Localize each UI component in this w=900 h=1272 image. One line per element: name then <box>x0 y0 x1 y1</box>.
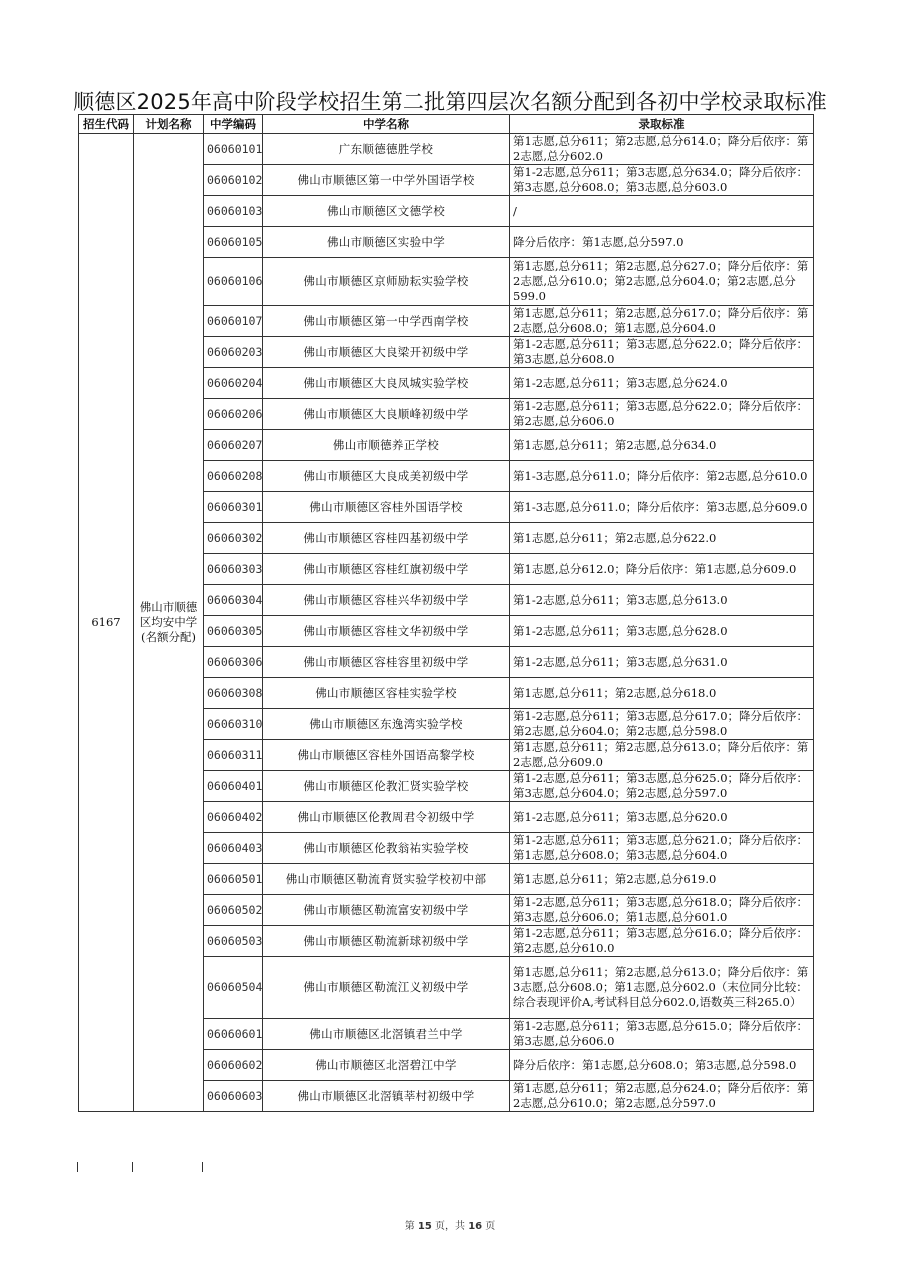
admission-standard-cell: 第1-2志愿,总分611；第3志愿,总分624.0 <box>510 368 814 399</box>
admission-standard-cell: 降分后依序：第1志愿,总分597.0 <box>510 227 814 258</box>
school-name-cell: 佛山市顺德区勒流育贤实验学校初中部 <box>263 864 510 895</box>
admission-standard-cell: 第1志愿,总分611；第2志愿,总分634.0 <box>510 430 814 461</box>
plan-code-cell: 6167 <box>79 134 134 1112</box>
school-name-cell: 佛山市顺德区容桂实验学校 <box>263 678 510 709</box>
admission-standard-cell: 第1-2志愿,总分611；第3志愿,总分631.0 <box>510 647 814 678</box>
school-name-cell: 广东顺德德胜学校 <box>263 134 510 165</box>
school-code-cell: 06060306 <box>204 647 263 678</box>
school-name-cell: 佛山市顺德区实验中学 <box>263 227 510 258</box>
admission-standard-cell: 第1志愿,总分611；第2志愿,总分617.0；降分后依序：第2志愿,总分608.0；第1志愿,总分604.0 <box>510 306 814 337</box>
admission-standard-cell: 第1-2志愿,总分611；第3志愿,总分615.0；降分后依序：第3志愿,总分606.0 <box>510 1019 814 1050</box>
school-name-cell: 佛山市顺德区第一中学外国语学校 <box>263 165 510 196</box>
school-name-cell: 佛山市顺德区大良凤城实验学校 <box>263 368 510 399</box>
school-code-cell: 06060401 <box>204 771 263 802</box>
admission-standard-cell: 第1志愿,总分611；第2志愿,总分624.0；降分后依序：第2志愿,总分610.0；第2志愿,总分597.0 <box>510 1081 814 1112</box>
admission-standard-cell: 降分后依序：第1志愿,总分608.0；第3志愿,总分598.0 <box>510 1050 814 1081</box>
current-page-number: 15 <box>417 1221 432 1232</box>
school-code-cell: 06060102 <box>204 165 263 196</box>
school-name-cell: 佛山市顺德区大良顺峰初级中学 <box>263 399 510 430</box>
school-name-cell: 佛山市顺德区勒流新球初级中学 <box>263 926 510 957</box>
school-name-cell: 佛山市顺德区容桂外国语学校 <box>263 492 510 523</box>
school-code-cell: 06060402 <box>204 802 263 833</box>
admission-standard-cell: 第1志愿,总分611；第2志愿,总分627.0；降分后依序：第2志愿,总分610.0；第2志愿,总分604.0；第2志愿,总分599.0 <box>510 258 814 306</box>
table-row <box>79 134 814 165</box>
school-code-cell: 06060203 <box>204 337 263 368</box>
school-code-cell: 06060207 <box>204 430 263 461</box>
admission-standard-cell: 第1-2志愿,总分611；第3志愿,总分622.0；降分后依序：第2志愿,总分606.0 <box>510 399 814 430</box>
admission-standard-cell: 第1志愿,总分611；第2志愿,总分613.0；降分后依序：第2志愿,总分609.0 <box>510 740 814 771</box>
school-code-cell: 06060503 <box>204 926 263 957</box>
header-admission-standard: 录取标准 <box>510 115 814 134</box>
admission-standard-cell: 第1-2志愿,总分611；第3志愿,总分625.0；降分后依序：第3志愿,总分604.0；第2志愿,总分597.0 <box>510 771 814 802</box>
admission-standard-cell: 第1志愿,总分612.0；降分后依序：第1志愿,总分609.0 <box>510 554 814 585</box>
admission-standard-cell: 第1-2志愿,总分611；第3志愿,总分621.0；降分后依序：第1志愿,总分608.0；第3志愿,总分604.0 <box>510 833 814 864</box>
admission-standard-cell: 第1-2志愿,总分611；第3志愿,总分622.0；降分后依序：第3志愿,总分608.0 <box>510 337 814 368</box>
admission-standard-cell: 第1志愿,总分611；第2志愿,总分619.0 <box>510 864 814 895</box>
admission-standard-cell: 第1-2志愿,总分611；第3志愿,总分617.0；降分后依序：第2志愿,总分604.0；第2志愿,总分598.0 <box>510 709 814 740</box>
school-name-cell: 佛山市顺德区容桂兴华初级中学 <box>263 585 510 616</box>
admission-standard-cell: 第1志愿,总分611；第2志愿,总分614.0；降分后依序：第2志愿,总分602.0 <box>510 134 814 165</box>
school-name-cell: 佛山市顺德养正学校 <box>263 430 510 461</box>
school-code-cell: 06060103 <box>204 196 263 227</box>
school-name-cell: 佛山市顺德区文德学校 <box>263 196 510 227</box>
admission-standard-cell: 第1-2志愿,总分611；第3志愿,总分618.0；降分后依序：第3志愿,总分606.0；第1志愿,总分601.0 <box>510 895 814 926</box>
document-title: 顺德区2025年高中阶段学校招生第二批第四层次名额分配到各初中学校录取标准 <box>73 90 827 114</box>
school-code-cell: 06060311 <box>204 740 263 771</box>
school-name-cell: 佛山市顺德区东逸湾实验学校 <box>263 709 510 740</box>
school-code-cell: 06060601 <box>204 1019 263 1050</box>
admission-standard-cell: 第1-2志愿,总分611；第3志愿,总分620.0 <box>510 802 814 833</box>
school-code-cell: 06060101 <box>204 134 263 165</box>
school-code-cell: 06060308 <box>204 678 263 709</box>
school-code-cell: 06060206 <box>204 399 263 430</box>
admission-standard-cell: 第1-2志愿,总分611；第3志愿,总分634.0；降分后依序：第3志愿,总分608.0；第3志愿,总分603.0 <box>510 165 814 196</box>
school-code-cell: 06060204 <box>204 368 263 399</box>
header-school-code: 中学编码 <box>204 115 263 134</box>
school-name-cell: 佛山市顺德区大良成美初级中学 <box>263 461 510 492</box>
table-border-continuation <box>77 1162 78 1172</box>
admission-standard-cell: 第1-2志愿,总分611；第3志愿,总分628.0 <box>510 616 814 647</box>
table-border-continuation <box>132 1162 133 1172</box>
admission-standard-cell: 第1-3志愿,总分611.0；降分后依序：第2志愿,总分610.0 <box>510 461 814 492</box>
school-name-cell: 佛山市顺德区北滘碧江中学 <box>263 1050 510 1081</box>
school-code-cell: 06060403 <box>204 833 263 864</box>
admission-standards-table <box>78 114 814 1112</box>
header-school-name: 中学名称 <box>263 115 510 134</box>
school-name-cell: 佛山市顺德区伦教汇贤实验学校 <box>263 771 510 802</box>
school-code-cell: 06060501 <box>204 864 263 895</box>
school-name-cell: 佛山市顺德区京师励耘实验学校 <box>263 258 510 306</box>
school-code-cell: 06060602 <box>204 1050 263 1081</box>
admission-standard-cell: 第1志愿,总分611；第2志愿,总分622.0 <box>510 523 814 554</box>
school-code-cell: 06060502 <box>204 895 263 926</box>
admission-standard-cell: 第1-2志愿,总分611；第3志愿,总分613.0 <box>510 585 814 616</box>
school-code-cell: 06060603 <box>204 1081 263 1112</box>
admission-standard-cell: 第1-3志愿,总分611.0；降分后依序：第3志愿,总分609.0 <box>510 492 814 523</box>
admission-standard-cell: 第1-2志愿,总分611；第3志愿,总分616.0；降分后依序：第2志愿,总分610.0 <box>510 926 814 957</box>
school-name-cell: 佛山市顺德区第一中学西南学校 <box>263 306 510 337</box>
school-name-cell: 佛山市顺德区北滘镇莘村初级中学 <box>263 1081 510 1112</box>
school-code-cell: 06060303 <box>204 554 263 585</box>
header-plan-code: 招生代码 <box>79 115 134 134</box>
school-code-cell: 06060504 <box>204 957 263 1019</box>
school-code-cell: 06060107 <box>204 306 263 337</box>
school-name-cell: 佛山市顺德区容桂四基初级中学 <box>263 523 510 554</box>
school-code-cell: 06060305 <box>204 616 263 647</box>
admission-standard-cell: / <box>510 196 814 227</box>
school-name-cell: 佛山市顺德区伦教翁祐实验学校 <box>263 833 510 864</box>
school-name-cell: 佛山市顺德区北滘镇君兰中学 <box>263 1019 510 1050</box>
school-name-cell: 佛山市顺德区伦教周君令初级中学 <box>263 802 510 833</box>
school-name-cell: 佛山市顺德区容桂文华初级中学 <box>263 616 510 647</box>
total-page-count: 16 <box>468 1221 483 1232</box>
school-name-cell: 佛山市顺德区勒流江义初级中学 <box>263 957 510 1019</box>
school-name-cell: 佛山市顺德区容桂容里初级中学 <box>263 647 510 678</box>
table-header-row <box>79 115 814 134</box>
admission-standard-cell: 第1志愿,总分611；第2志愿,总分618.0 <box>510 678 814 709</box>
school-code-cell: 06060208 <box>204 461 263 492</box>
school-code-cell: 06060106 <box>204 258 263 306</box>
school-name-cell: 佛山市顺德区容桂外国语高黎学校 <box>263 740 510 771</box>
school-name-cell: 佛山市顺德区大良梁开初级中学 <box>263 337 510 368</box>
admission-standard-cell: 第1志愿,总分611；第2志愿,总分613.0；降分后依序：第3志愿,总分608.0；第1志愿,总分602.0（末位同分比较：综合表现评价A,考试科目总分602.0,语数英三科265.0） <box>510 957 814 1019</box>
plan-name-cell: 佛山市顺德区均安中学(名额分配) <box>134 134 204 1112</box>
school-code-cell: 06060310 <box>204 709 263 740</box>
page-footer: 第 15 页，共 16 页 <box>404 1221 496 1232</box>
header-plan-name: 计划名称 <box>134 115 204 134</box>
school-code-cell: 06060304 <box>204 585 263 616</box>
table-border-continuation <box>202 1162 203 1172</box>
school-name-cell: 佛山市顺德区勒流富安初级中学 <box>263 895 510 926</box>
school-code-cell: 06060105 <box>204 227 263 258</box>
school-name-cell: 佛山市顺德区容桂红旗初级中学 <box>263 554 510 585</box>
school-code-cell: 06060301 <box>204 492 263 523</box>
school-code-cell: 06060302 <box>204 523 263 554</box>
